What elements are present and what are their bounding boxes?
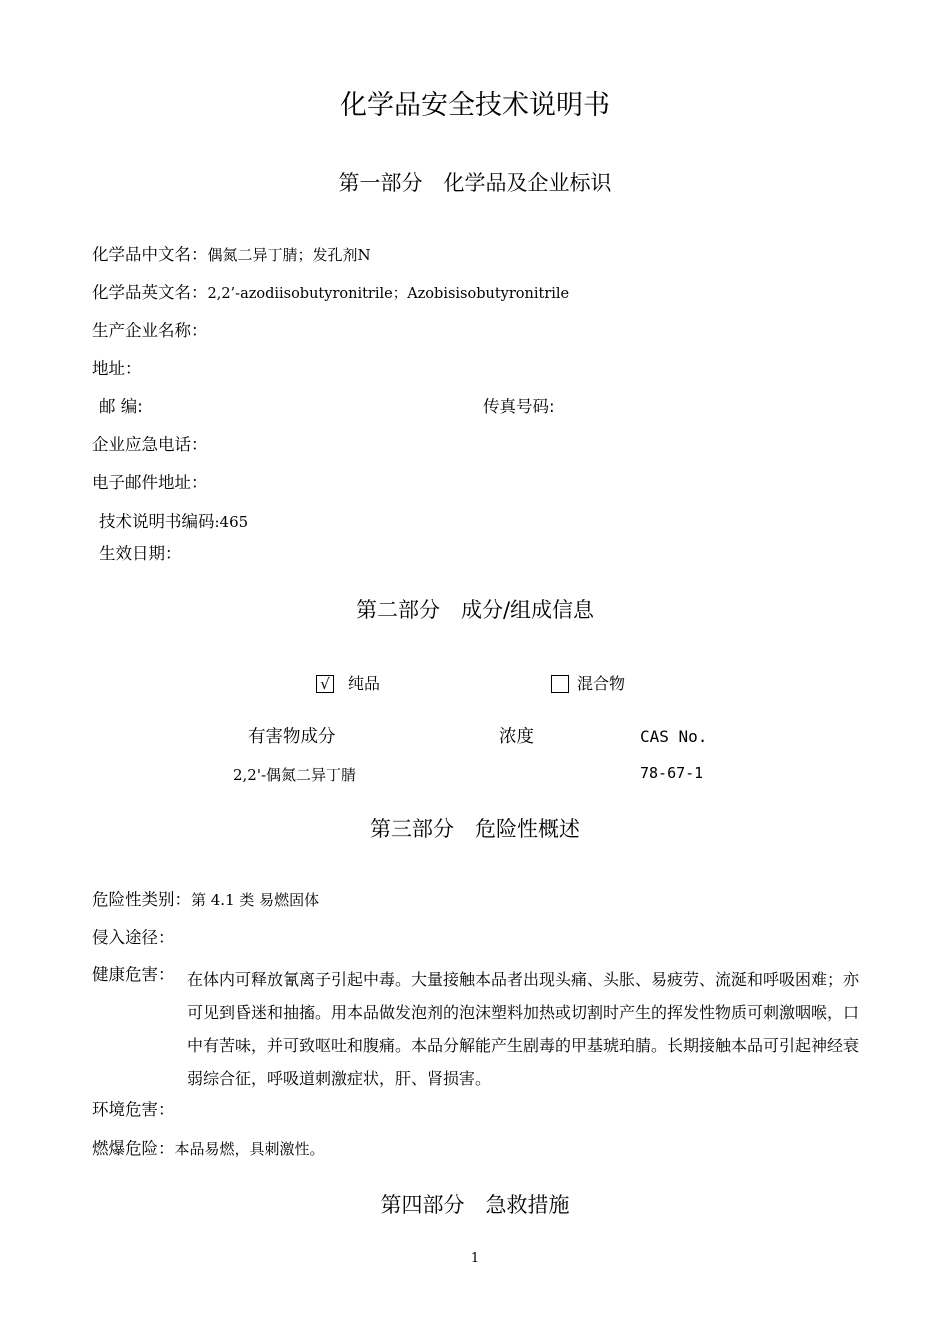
address-row (92, 357, 142, 381)
pure-checkbox[interactable]: √ (316, 675, 334, 693)
section4-title: 第四部分 急救措施 (380, 1193, 570, 1217)
health-label: 健康危害： (92, 965, 175, 984)
manufacturer-row (92, 319, 208, 343)
hazard-class-row (92, 888, 319, 912)
postcode-label: 邮 编: (99, 397, 143, 416)
emergency-phone-label: 企业应急电话： (92, 435, 208, 454)
email-label: 电子邮件地址： (92, 473, 208, 492)
english-name-label: 化学品英文名： (92, 283, 208, 302)
fire-row (92, 1137, 325, 1161)
address-label: 地址： (92, 359, 142, 378)
english-name-value: 2,2’-azodiisobutyronitrile；Azobisisobutyronitrile (207, 286, 570, 302)
health-value: 在体内可释放氰离子引起中毒。大量接触本品者出现头痛、头胀、易疲劳、流涎和呼吸困难；亦可见到昏迷和抽搐。用本品做发泡剂的泡沫塑料加热或切割时产生的挥发性物质可刺激咽喉，口中有苦味，并可致呕吐和腹痛。本品分解能产生剧毒的甲基琥珀腈。长期接触本品可引起神经衰弱综合征，呼吸道刺激症状，肝、肾损害。 (187, 970, 860, 1088)
mixture-label: 混合物 (577, 674, 626, 693)
chinese-name-row (92, 243, 371, 267)
fire-label: 燃爆危险： (92, 1139, 175, 1158)
english-name-row (92, 281, 569, 306)
sds-code-value: :465 (214, 513, 249, 531)
effective-date-label: 生效日期： (99, 544, 182, 563)
page-number: 1 (470, 1251, 480, 1266)
fire-value: 本品易燃，具刺激性。 (174, 1140, 325, 1158)
fax-label: 传真号码: (483, 397, 555, 416)
sds-code-row (99, 510, 248, 534)
route-label: 侵入途径： (92, 928, 175, 947)
manufacturer-label: 生产企业名称： (92, 321, 208, 340)
chinese-name-value: 偶氮二异丁腈；发孔剂N (207, 246, 371, 264)
table-cell-component: 2,2'-偶氮二异丁腈 (233, 766, 357, 784)
environment-row (92, 1098, 175, 1122)
emergency-phone-row (92, 433, 208, 457)
email-row (92, 471, 208, 495)
mixture-checkbox[interactable] (551, 675, 569, 693)
fax-row (483, 395, 555, 419)
table-header-concentration: 浓度 (499, 727, 534, 747)
hazard-class-value: 第 4.1 类 易燃固体 (191, 891, 320, 909)
pure-label: 纯品 (348, 674, 381, 693)
route-row (92, 926, 175, 950)
environment-label: 环境危害： (92, 1100, 175, 1119)
section2-title: 第二部分 成分/组成信息 (355, 598, 595, 622)
effective-date-row (99, 542, 182, 566)
table-header-component: 有害物成分 (248, 727, 336, 747)
chinese-name-label: 化学品中文名： (92, 245, 208, 264)
table-header-cas: CAS No. (640, 727, 708, 746)
section3-title: 第三部分 危险性概述 (370, 817, 580, 841)
table-cell-cas: 78-67-1 (640, 764, 704, 782)
section1-title: 第一部分 化学品及企业标识 (338, 171, 612, 195)
sds-code-label: 技术说明书编码 (99, 512, 215, 531)
postcode-row (99, 395, 143, 419)
hazard-class-label: 危险性类别： (92, 890, 191, 909)
document-title: 化学品安全技术说明书 (340, 90, 610, 121)
